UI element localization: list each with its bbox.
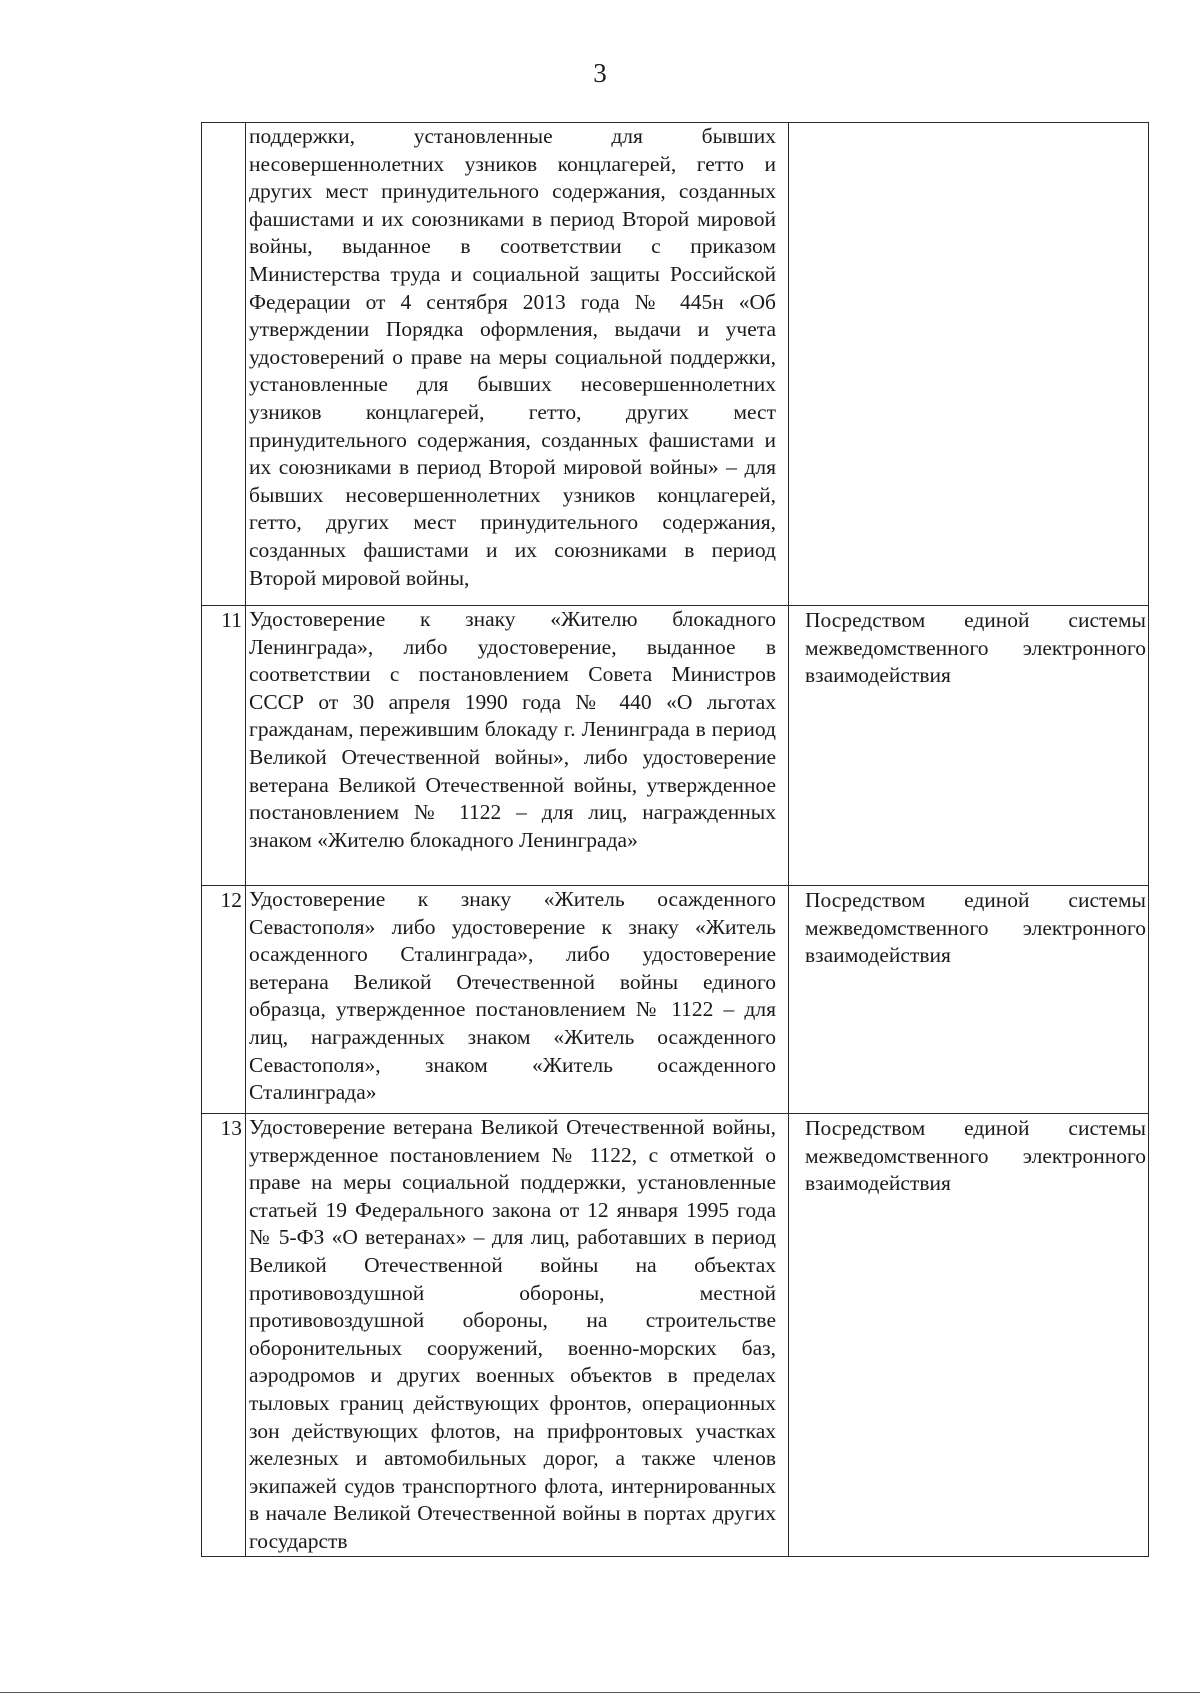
submission-method: Посредством единой системы межведомственного электронного взаимодействия <box>789 886 1149 1114</box>
row-number: 13 <box>202 1114 246 1557</box>
document-description: Удостоверение к знаку «Жителю блокадного Ленинграда», либо удостоверение, выданное в соответствии с постановлением Совета Министров СССР от 30 апреля 1990 года № 440 «О льготах гражданам, пережившим блокаду г. Ленинграда в период Великой Отечественной войны», либо удостоверение ветерана Великой Отечественной войны, утвержденное постановлением № 1122 – для лиц, награжденных знаком «Жителю блокадного Ленинграда» <box>246 606 789 886</box>
table-row <box>202 1114 1149 1557</box>
table-row <box>202 886 1149 1114</box>
document-description: Удостоверение ветерана Великой Отечественной войны, утвержденное постановлением № 1122, с отметкой о праве на меры социальной поддержки, установленные статьей 19 Федерального закона от 12 января 1995 года № 5-ФЗ «О ветеранах» – для лиц, работавших в период Великой Отечественной войны на объектах противовоздушной обороны, местной противовоздушной обороны, на строительстве оборонительных сооружений, военно-морских баз, аэродромов и других военных объектов в пределах тыловых границ действующих фронтов, операционных зон действующих флотов, на прифронтовых участках железных и автомобильных дорог, а также членов экипажей судов транспортного флота, интернированных в начале Великой Отечественной войны в портах других государств <box>246 1114 789 1557</box>
table-row <box>202 606 1149 886</box>
row-number: 12 <box>202 886 246 1114</box>
submission-method: Посредством единой системы межведомственного электронного взаимодействия <box>789 1114 1149 1557</box>
row-number: 11 <box>202 606 246 886</box>
row-number <box>202 123 246 606</box>
document-description: поддержки, установленные для бывших несовершеннолетних узников концлагерей, гетто и других мест принудительного содержания, созданных фашистами и их союзниками в период Второй мировой войны, выданное в соответствии с приказом Министерства труда и социальной защиты Российской Федерации от 4 сентября 2013 года № 445н «Об утверждении Порядка оформления, выдачи и учета удостоверений о праве на меры социальной поддержки, установленные для бывших несовершеннолетних узников концлагерей, гетто, других мест принудительного содержания, созданных фашистами и их союзниками в период Второй мировой войны» – для бывших несовершеннолетних узников концлагерей, гетто, других мест принудительного содержания, созданных фашистами и их союзниками в период Второй мировой войны, <box>246 123 789 606</box>
submission-method: Посредством единой системы межведомственного электронного взаимодействия <box>789 606 1149 886</box>
page-number: 3 <box>593 58 607 88</box>
bottom-rule <box>0 1692 1200 1693</box>
document-description: Удостоверение к знаку «Житель осажденного Севастополя» либо удостоверение к знаку «Житель осажденного Сталинграда», либо удостоверение ветерана Великой Отечественной войны единого образца, утвержденное постановлением № 1122 – для лиц, награжденных знаком «Житель осажденного Севастополя», знаком «Житель осажденного Сталинграда» <box>246 886 789 1114</box>
submission-method <box>789 123 1149 606</box>
table-row <box>202 123 1149 606</box>
documents-table <box>201 122 1149 1557</box>
